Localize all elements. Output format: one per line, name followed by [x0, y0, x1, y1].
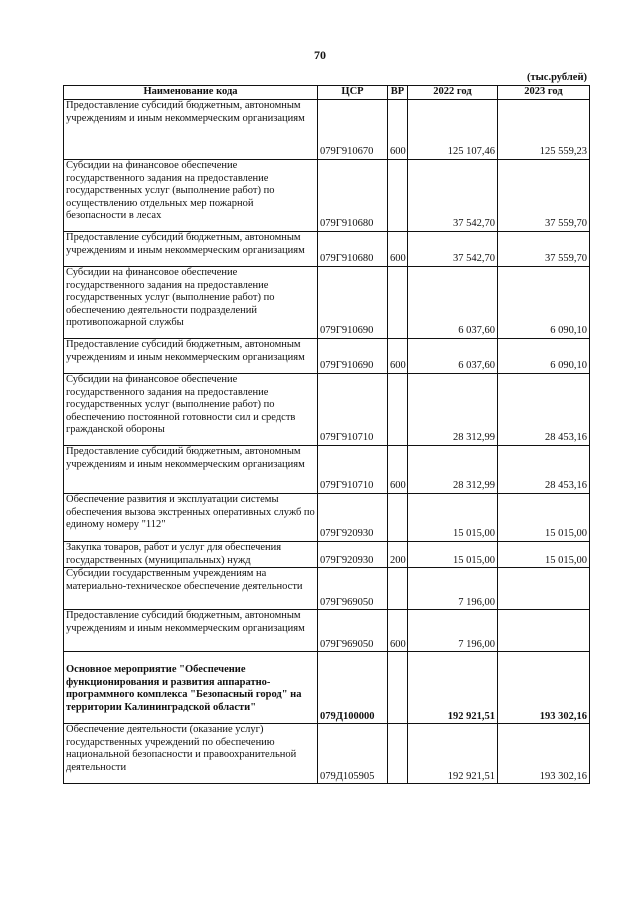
row-csr-cell: 079Д105905 [318, 724, 388, 784]
table-row [64, 232, 590, 267]
row-name-cell: Предоставление субсидий бюджетным, автономным учреждениям и иным некоммерческим организациям [64, 610, 318, 652]
row-2023-cell: 125 559,23 [498, 100, 590, 160]
row-2022-cell: 6 037,60 [408, 267, 498, 339]
row-2023-cell: 6 090,10 [498, 267, 590, 339]
row-2022-cell: 7 196,00 [408, 610, 498, 652]
row-csr-cell: 079Г910710 [318, 446, 388, 494]
row-vr-cell: 600 [388, 446, 408, 494]
row-name-cell: Закупка товаров, работ и услуг для обеспечения государственных (муниципальных) нужд [64, 542, 318, 568]
row-2022-cell: 6 037,60 [408, 339, 498, 374]
table-row [64, 374, 590, 446]
row-name-cell: Субсидии на финансовое обеспечение государственного задания на предоставление государственных услуг (выполнение работ) по обеспечению постоянной готовности сил и средств гражданской обороны [64, 374, 318, 446]
row-csr-cell: 079Д100000 [318, 652, 388, 724]
row-2023-cell: 193 302,16 [498, 724, 590, 784]
row-csr-cell: 079Г910680 [318, 232, 388, 267]
table-row [64, 160, 590, 232]
units-label: (тыс.рублей) [526, 72, 587, 83]
row-name-cell: Предоставление субсидий бюджетным, автономным учреждениям и иным некоммерческим организациям [64, 339, 318, 374]
row-vr-cell: 200 [388, 542, 408, 568]
header-vr: ВР [388, 86, 408, 100]
row-2023-cell: 37 559,70 [498, 232, 590, 267]
row-2023-cell: 28 453,16 [498, 446, 590, 494]
row-csr-cell: 079Г969050 [318, 610, 388, 652]
table-row [64, 610, 590, 652]
row-csr-cell: 079Г920930 [318, 494, 388, 542]
row-2023-cell: 37 559,70 [498, 160, 590, 232]
row-name-cell: Предоставление субсидий бюджетным, автономным учреждениям и иным некоммерческим организациям [64, 446, 318, 494]
row-csr-cell: 079Г910690 [318, 339, 388, 374]
row-2022-cell: 28 312,99 [408, 374, 498, 446]
table-row [64, 446, 590, 494]
row-2023-cell: 6 090,10 [498, 339, 590, 374]
table-row [64, 568, 590, 610]
row-vr-cell [388, 374, 408, 446]
row-name-cell: Предоставление субсидий бюджетным, автономным учреждениям и иным некоммерческим организациям [64, 232, 318, 267]
row-2022-cell: 192 921,51 [408, 724, 498, 784]
header-2023: 2023 год [498, 86, 590, 100]
row-2022-cell: 15 015,00 [408, 542, 498, 568]
row-2022-cell: 37 542,70 [408, 232, 498, 267]
table-row [64, 494, 590, 542]
table-row [64, 339, 590, 374]
row-csr-cell: 079Г910690 [318, 267, 388, 339]
table-row [64, 267, 590, 339]
row-vr-cell: 600 [388, 339, 408, 374]
row-2023-cell: 15 015,00 [498, 542, 590, 568]
row-2023-cell: 28 453,16 [498, 374, 590, 446]
page-number: 70 [314, 48, 326, 62]
header-csr: ЦСР [318, 86, 388, 100]
row-vr-cell [388, 724, 408, 784]
table-header-row [64, 86, 590, 100]
table-row [64, 542, 590, 568]
row-name-cell: Основное мероприятие "Обеспечение функционирования и развития аппаратно-программного комплекса "Безопасный город" на территории Калининградской области" [64, 652, 318, 724]
row-2022-cell: 15 015,00 [408, 494, 498, 542]
row-vr-cell: 600 [388, 100, 408, 160]
table-body [64, 100, 590, 784]
row-vr-cell [388, 494, 408, 542]
row-csr-cell: 079Г969050 [318, 568, 388, 610]
row-csr-cell: 079Г910680 [318, 160, 388, 232]
row-2022-cell: 192 921,51 [408, 652, 498, 724]
row-csr-cell: 079Г910710 [318, 374, 388, 446]
row-2023-cell: 193 302,16 [498, 652, 590, 724]
row-name-cell: Обеспечение деятельности (оказание услуг) государственных учреждений по обеспечению национальной безопасности и правоохранительной деятельности [64, 724, 318, 784]
row-2022-cell: 7 196,00 [408, 568, 498, 610]
row-2022-cell: 37 542,70 [408, 160, 498, 232]
row-name-cell: Предоставление субсидий бюджетным, автономным учреждениям и иным некоммерческим организациям [64, 100, 318, 160]
row-2022-cell: 28 312,99 [408, 446, 498, 494]
row-2023-cell [498, 610, 590, 652]
row-name-cell: Субсидии государственным учреждениям на материально-техническое обеспечение деятельности [64, 568, 318, 610]
row-vr-cell: 600 [388, 232, 408, 267]
row-vr-cell [388, 160, 408, 232]
row-vr-cell [388, 568, 408, 610]
row-name-cell: Субсидии на финансовое обеспечение государственного задания на предоставление государственных услуг (выполнение работ) по обеспечению деятельности подразделений противопожарной службы [64, 267, 318, 339]
row-csr-cell: 079Г910670 [318, 100, 388, 160]
header-2022: 2022 год [408, 86, 498, 100]
row-vr-cell [388, 652, 408, 724]
row-2023-cell [498, 568, 590, 610]
row-csr-cell: 079Г920930 [318, 542, 388, 568]
row-2023-cell: 15 015,00 [498, 494, 590, 542]
table-row [64, 724, 590, 784]
row-name-cell: Субсидии на финансовое обеспечение государственного задания на предоставление государственных услуг (выполнение работ) по осуществлению отдельных мер пожарной безопасности в лесах [64, 160, 318, 232]
row-vr-cell: 600 [388, 610, 408, 652]
table-row [64, 100, 590, 160]
row-2022-cell: 125 107,46 [408, 100, 498, 160]
row-name-cell: Обеспечение развития и эксплуатации системы обеспечения вызова экстренных оперативных служб по единому номеру "112" [64, 494, 318, 542]
budget-table [63, 85, 590, 784]
table-row [64, 652, 590, 724]
row-vr-cell [388, 267, 408, 339]
header-name: Наименование кода [64, 86, 318, 100]
